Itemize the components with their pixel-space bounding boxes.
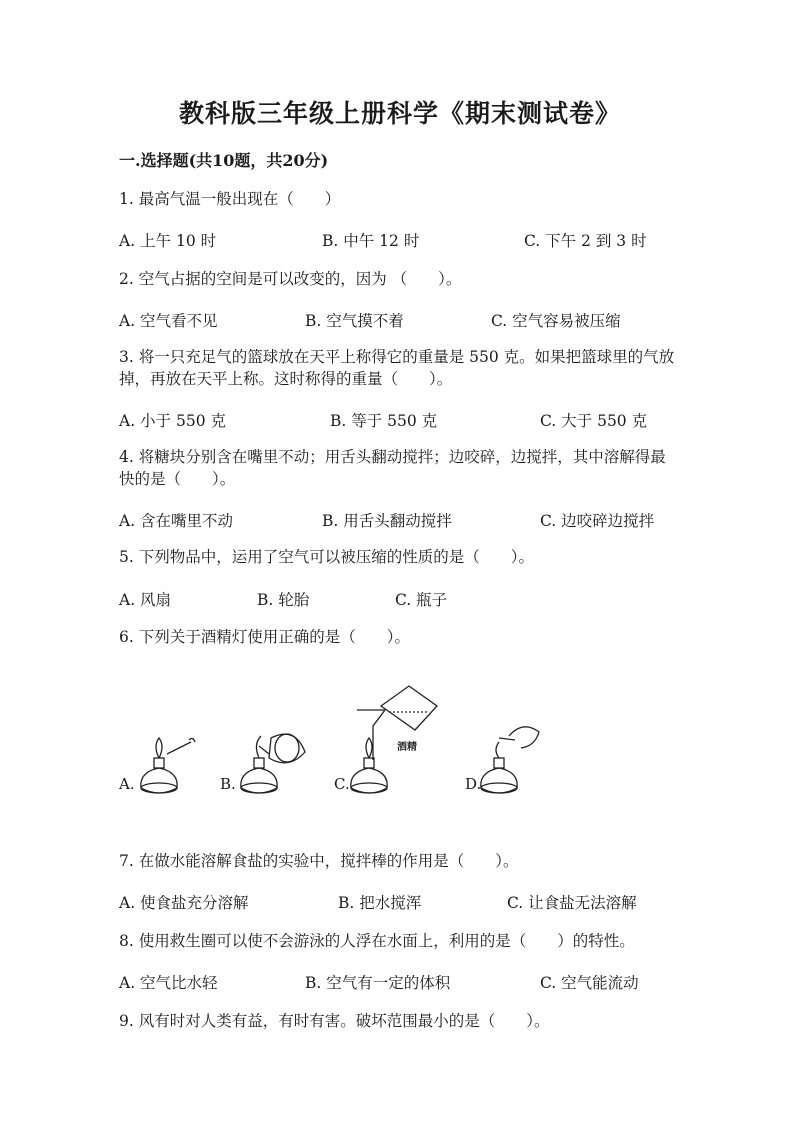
alcohol-label: 酒精 [397,742,417,753]
question-1-stem: 1. 最高气温一般出现在（ ） [119,190,341,208]
question-1-option-a[interactable]: A. 上午 10 时 [119,232,217,250]
lamp-c-icon [351,686,437,793]
question-5-stem: 5. 下列物品中，运用了空气可以被压缩的性质的是（ ）。 [119,548,534,566]
question-3-option-c[interactable]: C. 大于 550 克 [540,412,648,430]
question-3-option-a[interactable]: A. 小于 550 克 [119,412,226,430]
question-6-option-c[interactable]: C. [334,775,350,793]
question-4-option-c[interactable]: C. 边咬碎边搅拌 [540,512,655,530]
question-2-option-a[interactable]: A. 空气看不见 [119,312,218,330]
question-6-option-a[interactable]: A. [119,775,135,793]
alcohol-lamp-illustration [119,676,569,816]
question-1-option-b[interactable]: B. 中午 12 时 [322,232,420,250]
question-8-stem: 8. 使用救生圈可以使不会游泳的人浮在水面上，利用的是（ ）的特性。 [119,932,635,950]
question-5-option-b[interactable]: B. 轮胎 [257,591,310,609]
question-3-option-b[interactable]: B. 等于 550 克 [330,412,438,430]
question-8-option-c[interactable]: C. 空气能流动 [540,974,639,992]
question-7-option-c[interactable]: C. 让食盐无法溶解 [507,894,637,912]
question-6-option-b[interactable]: B. [220,775,236,793]
lamp-b-icon [241,734,305,793]
question-7-stem: 7. 在做水能溶解食盐的实验中，搅拌棒的作用是（ ）。 [119,852,519,870]
question-4-option-b[interactable]: B. 用舌头翻动搅拌 [322,512,452,530]
question-2-option-c[interactable]: C. 空气容易被压缩 [491,312,621,330]
question-1-option-c[interactable]: C. 下午 2 到 3 时 [524,232,647,250]
question-5-option-c[interactable]: C. 瓶子 [395,591,448,609]
question-8-option-a[interactable]: A. 空气比水轻 [119,974,218,992]
lamp-a-icon [141,738,195,793]
question-3-stem: 3. 将一只充足气的篮球放在天平上称得它的重量是 550 克。如果把篮球里的气放掉，再放在天平上称。这时称得的重量（ ）。 [119,348,675,388]
question-7-option-b[interactable]: B. 把水搅浑 [338,894,422,912]
question-8-option-b[interactable]: B. 空气有一定的体积 [305,974,451,992]
lamp-d-icon [481,727,539,793]
question-7-option-a[interactable]: A. 使食盐充分溶解 [119,894,249,912]
question-4-option-a[interactable]: A. 含在嘴里不动 [119,512,234,530]
question-5-option-a[interactable]: A. 风扇 [119,591,172,609]
question-6-stem: 6. 下列关于酒精灯使用正确的是（ ）。 [119,628,410,646]
question-6-option-d[interactable]: D. [465,775,482,793]
page-title: 教科版三年级上册科学《期末测试卷》 [178,99,621,128]
question-2-stem: 2. 空气占据的空间是可以改变的，因为 （ ）。 [119,270,462,288]
question-4-stem: 4. 将糖块分别含在嘴里不动；用舌头翻动搅拌；边咬碎，边搅拌，其中溶解得最快的是（ ）。 [119,448,666,488]
alcohol-lamp-figure [119,676,569,816]
question-9-stem: 9. 风有时对人类有益，有时有害。破坏范围最小的是（ ）。 [119,1012,550,1030]
question-2-option-b[interactable]: B. 空气摸不着 [305,312,404,330]
section-heading: 一.选择题(共10题，共20分) [119,151,329,170]
